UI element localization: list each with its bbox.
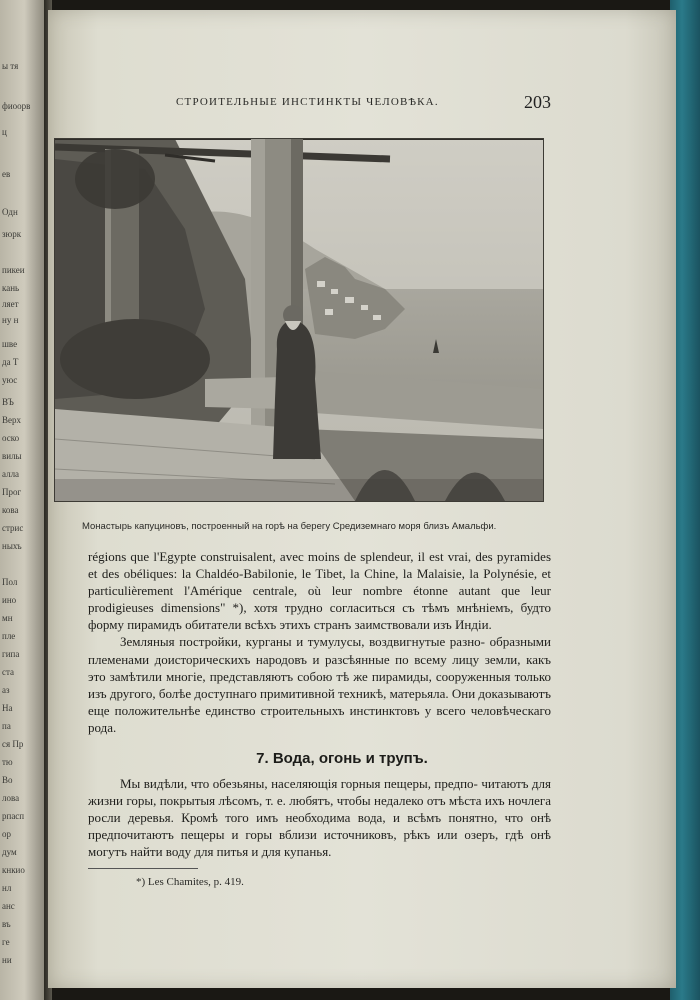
left-page-fragment: пле: [2, 632, 16, 641]
left-page-fragment: стрис: [2, 524, 24, 533]
left-page-fragment: ц: [2, 128, 7, 137]
text-line: и горы вблизи источниковъ, рѣкъ или озеръ, гдѣ онѣ могутъ найти: [88, 827, 551, 860]
left-page-fragment: На: [2, 704, 13, 713]
left-page-fragment: нл: [2, 884, 12, 893]
left-page-fragment: Пол: [2, 578, 18, 587]
left-page-fragment: ге: [2, 938, 10, 947]
left-page-fragment: алла: [2, 470, 20, 479]
text-line: обитатели всѣхъ этихъ странъ заимствовали изъ Индіи.: [185, 617, 492, 633]
text-line: des pyramides et des obéliques: la Chaldéo-Babilonie, le Tibet, la: [88, 549, 552, 582]
text-line: тѣ же пирамиды, сооруженныя только изъ другого, болѣе доступнаго: [88, 668, 551, 701]
left-page-fragment: дум: [2, 848, 17, 857]
left-page-fragment: ы тя: [2, 62, 19, 71]
paragraph-earthworks: [88, 633, 551, 736]
left-page-fragment: аз: [2, 686, 10, 695]
left-page-fragment: шве: [2, 340, 18, 349]
left-page-fragment: ныхъ: [2, 542, 22, 551]
text-line: всему лицу земли, какъ это замѣтили многіе, представляютъ собою: [88, 651, 551, 684]
left-page-fragment: тю: [2, 758, 13, 767]
left-page-fragment: Одн: [2, 208, 18, 217]
left-page-fragment: рпасп: [2, 812, 25, 821]
body-text-section: [88, 775, 551, 860]
left-page-fragment: въ: [2, 920, 11, 929]
running-head: СТРОИТЕЛЬНЫЕ ИНСТИНКТЫ ЧЕЛОВѢКА.: [176, 96, 439, 108]
left-page-fragment: ев: [2, 170, 11, 179]
left-page-fragment: фиоорв: [2, 102, 31, 111]
left-page-fragment: ни: [2, 956, 12, 965]
left-page-fragment: гипа: [2, 650, 20, 659]
left-page-fragment: да Т: [2, 358, 19, 367]
left-page-fragment: ино: [2, 596, 17, 605]
engraving-illustration: [54, 138, 544, 502]
footnote-rule: [88, 868, 198, 869]
left-page-fragment: анс: [2, 902, 15, 911]
book-page: [48, 10, 676, 988]
paragraph-french-quote: [88, 548, 551, 633]
left-page-fragment: ся Пр: [2, 740, 24, 749]
text-line: образными племенами доисторическихъ народовъ и разсѣянные по: [88, 634, 551, 667]
text-line: единство строительныхъ инстинктовъ у всего человѣческаго рода.: [88, 702, 552, 735]
section-heading: [48, 750, 676, 767]
text-line: Мы видѣли, что обезьяны, населяющія горныя пещеры, предпо-: [120, 776, 478, 791]
left-page-fragment: ста: [2, 668, 15, 677]
left-page-fragment: оско: [2, 434, 20, 443]
text-line: читаютъ для жизни горы, покрытыя лѣсомъ, т. е. любятъ, чтобы: [88, 776, 551, 809]
text-line: Chine, la Malaisie, la Polynésie, et particulièrement l'Amérique centrale,: [88, 566, 552, 599]
left-page-fragment: Во: [2, 776, 13, 785]
left-page-fragment: Верх: [2, 416, 21, 425]
page-number: 203: [524, 92, 551, 112]
left-page-fragment: ВЪ: [2, 398, 14, 407]
left-page-fragment: ляет: [2, 300, 19, 309]
left-page-fragment: зюрк: [2, 230, 22, 239]
left-page-fragment: ну н: [2, 316, 19, 325]
left-page-fragment: кнкио: [2, 866, 25, 875]
footnote: *) Les Chamites, p. 419.: [136, 876, 244, 888]
paragraph-section-7: [88, 775, 551, 860]
left-page-fragment: кова: [2, 506, 19, 515]
illustration-caption: Монастырь капуциновъ, построенный на горѣ на берегу Средиземнаго моря близъ Амальфи.: [82, 521, 497, 532]
text-line: où leur nombre étonne autant que leur prodigieuses dimensions" *),: [88, 583, 551, 616]
left-page-fragment: ор: [2, 830, 11, 839]
text-line: воду для питья и для купанья.: [165, 844, 332, 860]
text-line: Земляныя постройки, курганы и тумулусы, воздвигнутые разно-: [120, 634, 485, 650]
text-line: необходима вода, и всѣмъ понятно, что онѣ предпочитаютъ пещеры: [88, 810, 552, 843]
left-page-fragment: пикеи: [2, 266, 25, 275]
body-text-upper: [88, 548, 551, 736]
left-page-fragment: кань: [2, 284, 20, 293]
left-page-edge: [0, 0, 44, 1000]
left-page-fragment: Прог: [2, 488, 22, 497]
page-header: [48, 94, 676, 114]
left-page-fragment: вилы: [2, 452, 22, 461]
text-line: недалеко отъ мѣста ихъ ночлега росли деревья. Кромѣ того имъ: [88, 793, 551, 826]
section-title: 7. Вода, огонь и трупъ.: [256, 750, 428, 767]
text-line: régions que l'Egypte construisalent, avec moins de splendeur, il est vrai,: [88, 549, 472, 564]
left-page-fragment: мн: [2, 614, 13, 623]
text-line: примитивной техникѣ, матерьяла. Они доказываютъ еще положительнѣе: [88, 685, 551, 718]
left-page-fragment: лова: [2, 794, 20, 803]
left-page-fragment: уюс: [2, 376, 18, 385]
left-page-fragment: па: [2, 722, 11, 731]
text-line: хотя трудно согласиться съ тѣмъ мнѣніемъ, будто форму пирамидъ: [88, 600, 551, 633]
